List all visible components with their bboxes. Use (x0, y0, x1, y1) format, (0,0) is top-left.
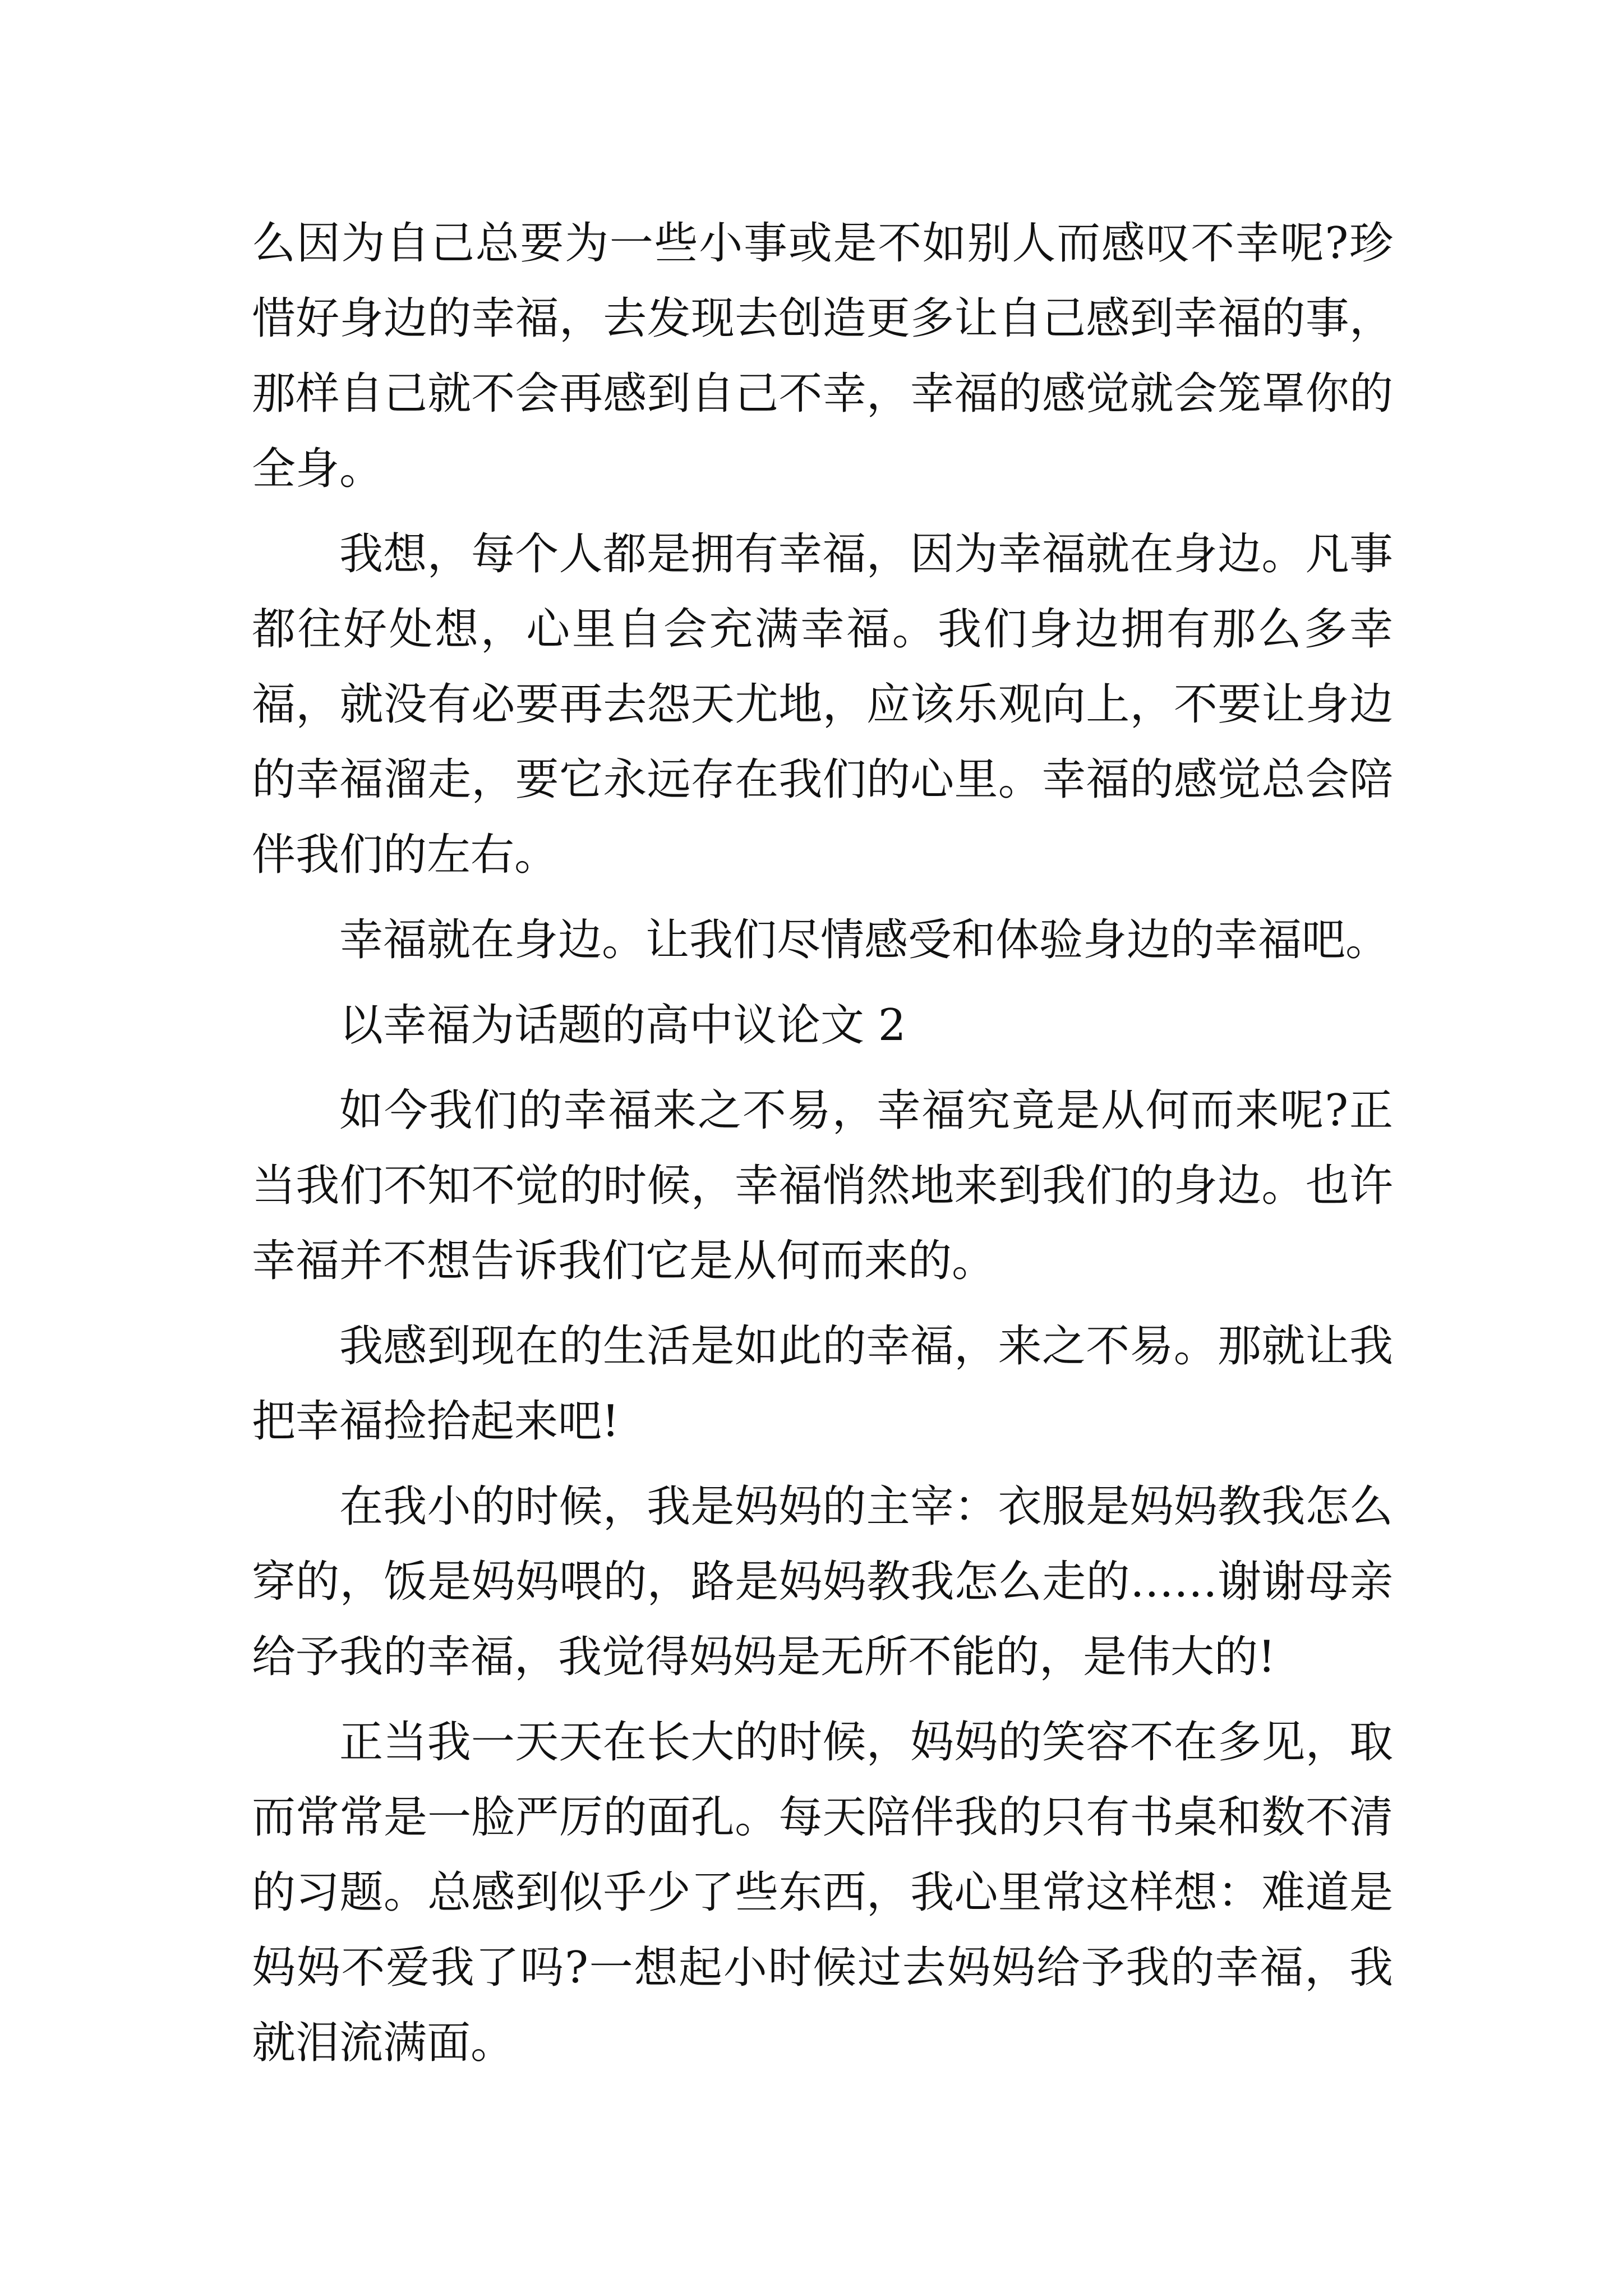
paragraph: 我想，每个人都是拥有幸福，因为幸福就在身边。凡事都往好处想，心里自会充满幸福。我们身边拥有那么多幸福，就没有必要再去怨天尤地，应该乐观向上，不要让身边的幸福溜走，要它永远存在我们的心里。幸福的感觉总会陪伴我们的左右。 (252, 529, 1393, 880)
paragraph: 幸福就在身边。让我们尽情感受和体验身边的幸福吧。 (339, 915, 1390, 965)
document-body (252, 206, 1393, 2091)
paragraph: 如今我们的幸福来之不易，幸福究竟是从何而来呢?正当我们不知不觉的时候，幸福悄然地来到我们的身边。也许幸福并不想告诉我们它是从何而来的。 (252, 1085, 1393, 1286)
section-heading: 以幸福为话题的高中议论文 2 (339, 1000, 906, 1051)
paragraph: 我感到现在的生活是如此的幸福，来之不易。那就让我把幸福捡拾起来吧! (252, 1321, 1393, 1447)
paragraph: 正当我一天天在长大的时候，妈妈的笑容不在多见，取而常常是一脸严厉的面孔。每天陪伴我的只有书桌和数不清的习题。总感到似乎少了些东西，我心里常这样想：难道是妈妈不爱我了吗?一想起小时候过去妈妈给予我的幸福，我就泪流满面。 (252, 1717, 1393, 2068)
paragraph: 在我小的时候，我是妈妈的主宰：衣服是妈妈教我怎么穿的，饭是妈妈喂的，路是妈妈教我怎么走的……谢谢母亲给予我的幸福，我觉得妈妈是无所不能的，是伟大的! (252, 1481, 1393, 1682)
paragraph-continuation: 么因为自己总要为一些小事或是不如别人而感叹不幸呢?珍惜好身边的幸福，去发现去创造更多让自己感到幸福的事，那样自己就不会再感到自己不幸，幸福的感觉就会笼罩你的全身。 (252, 218, 1393, 494)
